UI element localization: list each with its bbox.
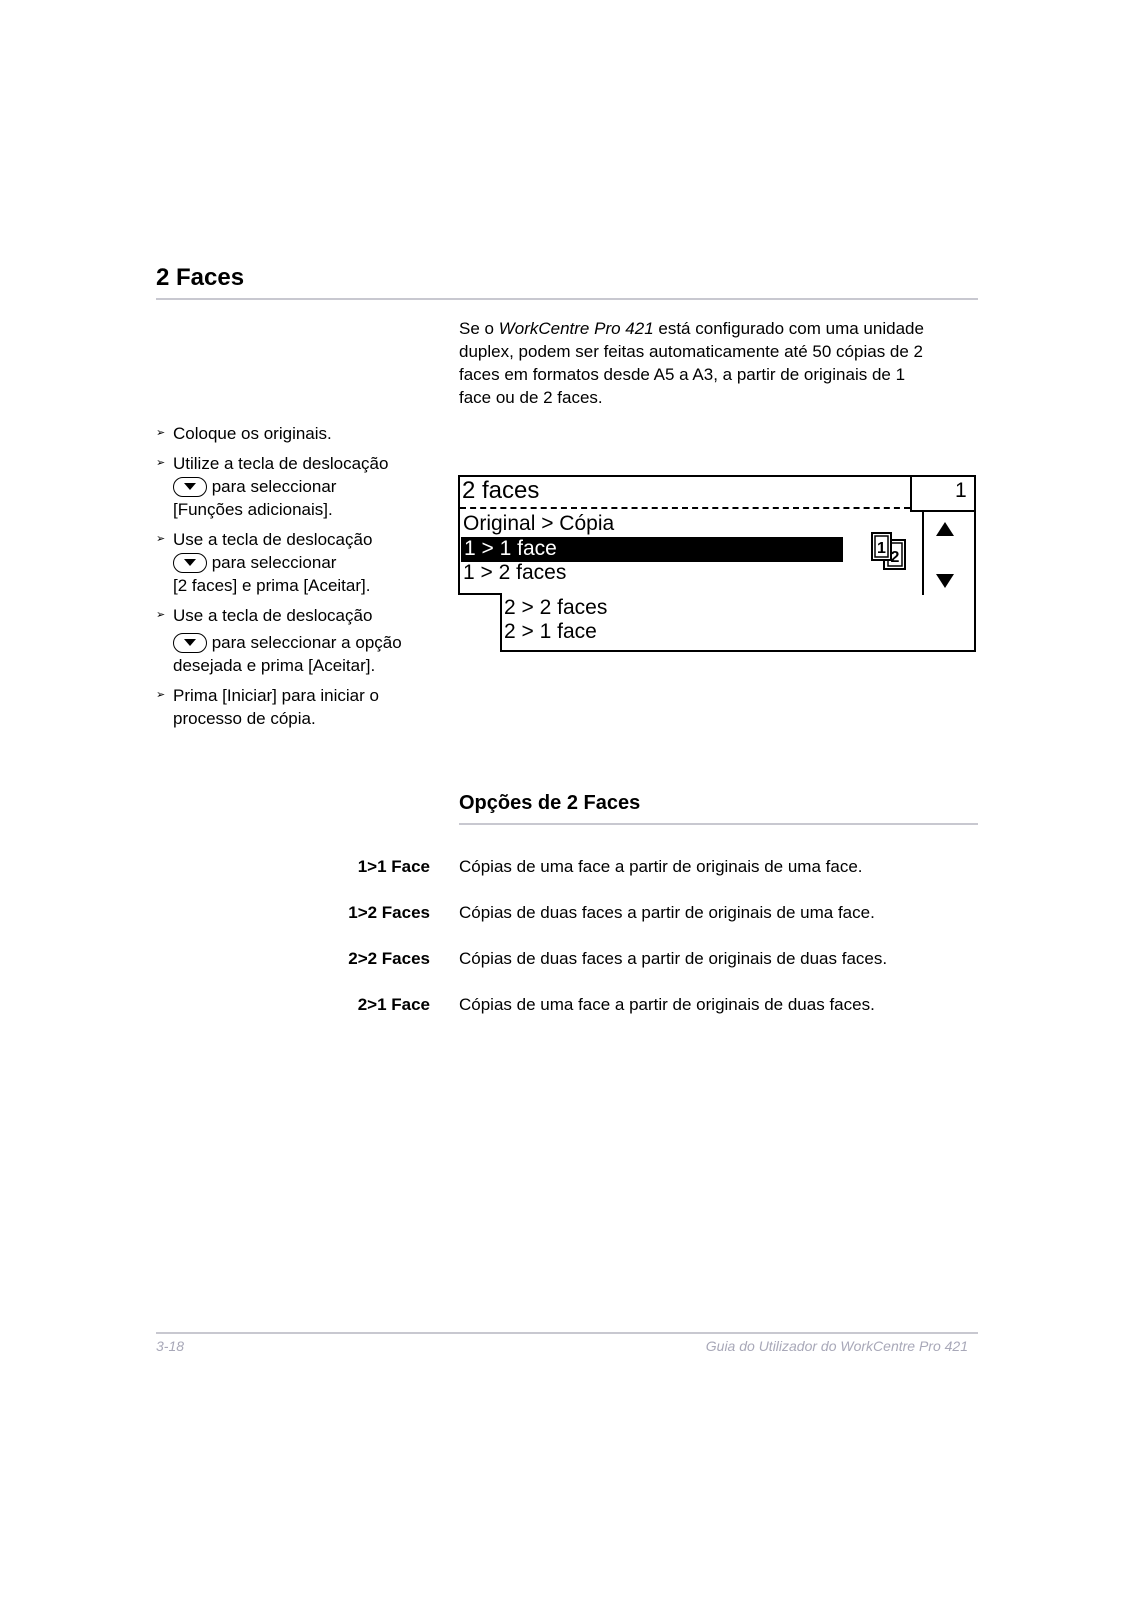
step-4: ➢ Use a tecla de deslocação para seleccionar a opção desejada e prima [Aceitar].: [156, 606, 402, 675]
bullet-icon: ➢: [156, 609, 166, 621]
page-number: 3-18: [156, 1338, 185, 1354]
scroll-down-arrow-icon: [936, 574, 954, 588]
bullet-icon: ➢: [156, 533, 166, 545]
bullet-icon: ➢: [156, 457, 166, 469]
footer-rule: [156, 1332, 978, 1334]
option-label: 1>1 Face: [357, 857, 430, 876]
option-label: 2>2 Faces: [348, 949, 430, 968]
scroll-up-arrow-icon: [936, 522, 954, 536]
title-rule: [156, 298, 978, 300]
product-name: WorkCentre Pro 421: [498, 319, 654, 338]
step-1: ➢ Coloque os originais.: [156, 424, 332, 443]
option-description: Cópias de uma face a partir de originais de uma face.: [459, 857, 863, 876]
procedure-steps: [156, 422, 441, 737]
scroll-down-key-icon: [173, 477, 207, 497]
option-label: 2>1 Face: [357, 995, 430, 1014]
option-description: Cópias de duas faces a partir de originais de duas faces.: [459, 949, 888, 968]
option-description: Cópias de duas faces a partir de originais de uma face.: [459, 903, 875, 922]
step-5: ➢ Prima [Iniciar] para iniciar o processo de cópia.: [156, 686, 379, 728]
options-rule: [459, 823, 978, 825]
step-2: ➢ Utilize a tecla de deslocação para seleccionar [Funções adicionais].: [156, 454, 389, 519]
bullet-icon: ➢: [156, 427, 166, 439]
svg-text:2: 2: [890, 549, 900, 566]
lcd-dashed-divider: [460, 507, 910, 509]
scroll-down-key-icon: [173, 633, 207, 653]
step-3: ➢ Use a tecla de deslocação para seleccionar [2 faces] e prima [Aceitar].: [156, 530, 373, 595]
lcd-option: 1 > 2 faces: [463, 561, 567, 584]
duplex-pages-icon: [870, 531, 912, 573]
lcd-header: Original > Cópia: [463, 512, 615, 535]
option-label: 1>2 Faces: [348, 903, 430, 922]
intro-paragraph: Se o WorkCentre Pro 421 está configurado com uma unidade duplex, podem ser feitas automaticamente até 50 cópias de 2 faces em formatos desde A5 a A3, a partir de originais de 1 face ou de 2 faces.: [459, 319, 924, 407]
svg-text:1: 1: [877, 540, 886, 557]
lcd-option: 2 > 2 faces: [504, 596, 608, 619]
lcd-option: 2 > 1 face: [504, 620, 597, 643]
options-heading: Opções de 2 Faces: [459, 792, 641, 814]
lcd-option-selected: 1 > 1 face: [461, 537, 843, 562]
lcd-title: 2 faces: [462, 477, 540, 504]
scroll-down-key-icon: [173, 553, 207, 573]
lcd-copy-count: 1: [955, 479, 967, 502]
page-title: 2 Faces: [156, 264, 245, 291]
guide-title: Guia do Utilizador do WorkCentre Pro 421: [705, 1338, 968, 1354]
option-description: Cópias de uma face a partir de originais de duas faces.: [459, 995, 875, 1014]
bullet-icon: ➢: [156, 689, 166, 701]
